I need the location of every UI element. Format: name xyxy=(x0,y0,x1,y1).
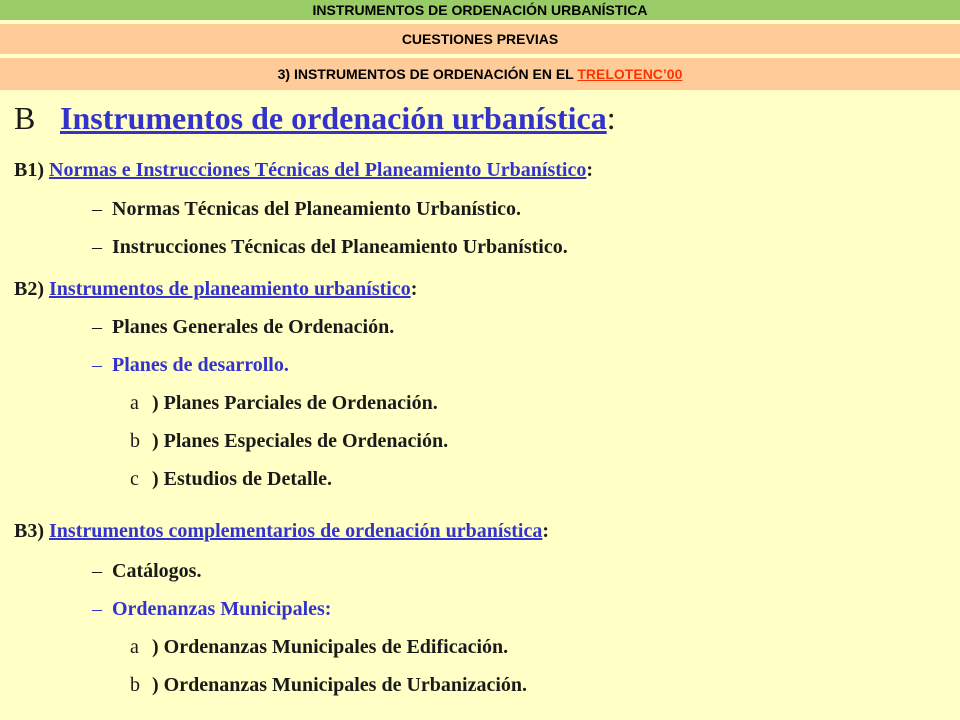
title-text: Instrumentos de ordenación urbanística xyxy=(60,100,607,136)
list-item-text: Normas Técnicas del Planeamiento Urbanístico. xyxy=(112,198,522,220)
list-item xyxy=(92,314,394,340)
section-b2-heading xyxy=(14,276,417,302)
sub-list-item xyxy=(130,390,438,416)
subsection-band xyxy=(0,58,960,90)
section-b3-code: B3) xyxy=(14,520,44,542)
section-b2-title: Instrumentos de planeamiento urbanístico xyxy=(49,278,411,300)
item-letter: a xyxy=(130,392,139,414)
list-item xyxy=(92,352,289,378)
dash-bullet: – xyxy=(92,598,102,620)
top-title: INSTRUMENTOS DE ORDENACIÓN URBANÍSTICA xyxy=(312,2,648,18)
trelotenc-link[interactable]: TRELOTENC’00 xyxy=(577,66,683,82)
section-b3-title: Instrumentos complementarios de ordenación urbanística xyxy=(49,520,543,542)
list-item xyxy=(92,596,331,622)
section-b1-title: Normas e Instrucciones Técnicas del Planeamiento Urbanístico xyxy=(49,159,587,181)
list-item-text: Ordenanzas Municipales: xyxy=(112,598,332,620)
sub-list-item-text: ) Ordenanzas Municipales de Urbanización. xyxy=(152,674,528,696)
dash-bullet: – xyxy=(92,198,102,220)
section-band xyxy=(0,24,960,54)
dash-bullet: – xyxy=(92,354,102,376)
item-letter: c xyxy=(130,468,139,490)
list-item xyxy=(92,196,521,222)
sub-list-item-text: ) Planes Especiales de Ordenación. xyxy=(152,430,449,452)
item-letter: b xyxy=(130,430,140,452)
section-b2-code: B2) xyxy=(14,278,44,300)
top-title-band xyxy=(0,0,960,20)
title-letter: B xyxy=(14,100,36,136)
sub-list-item-text: ) Estudios de Detalle. xyxy=(152,468,332,490)
item-letter: b xyxy=(130,674,140,696)
sub-list-item xyxy=(130,634,508,660)
title-colon: : xyxy=(606,100,616,136)
page-title xyxy=(14,96,616,140)
section-b1-code: B1) xyxy=(14,159,44,181)
section-b1-heading xyxy=(14,157,593,183)
subsection-title: 3) INSTRUMENTOS DE ORDENACIÓN EN EL xyxy=(277,66,578,82)
section-b3-colon: : xyxy=(542,520,549,542)
item-letter: a xyxy=(130,636,139,658)
sub-list-item xyxy=(130,466,332,492)
list-item-text: Planes Generales de Ordenación. xyxy=(112,316,395,338)
list-item-text: Instrucciones Técnicas del Planeamiento Urbanístico. xyxy=(112,236,568,258)
dash-bullet: – xyxy=(92,560,102,582)
list-item xyxy=(92,558,201,584)
sub-list-item-text: ) Planes Parciales de Ordenación. xyxy=(152,392,438,414)
sub-list-item-text: ) Ordenanzas Municipales de Edificación. xyxy=(152,636,509,658)
list-item xyxy=(92,234,568,260)
dash-bullet: – xyxy=(92,236,102,258)
section-title: CUESTIONES PREVIAS xyxy=(401,31,559,47)
section-b1-colon: : xyxy=(586,159,594,181)
list-item-text: Catálogos. xyxy=(112,560,202,582)
section-b2-colon: : xyxy=(410,278,418,300)
list-item-text: Planes de desarrollo. xyxy=(112,354,289,376)
section-b3-heading xyxy=(14,518,549,544)
sub-list-item xyxy=(130,428,448,454)
sub-list-item xyxy=(130,672,527,698)
dash-bullet: – xyxy=(92,316,102,338)
